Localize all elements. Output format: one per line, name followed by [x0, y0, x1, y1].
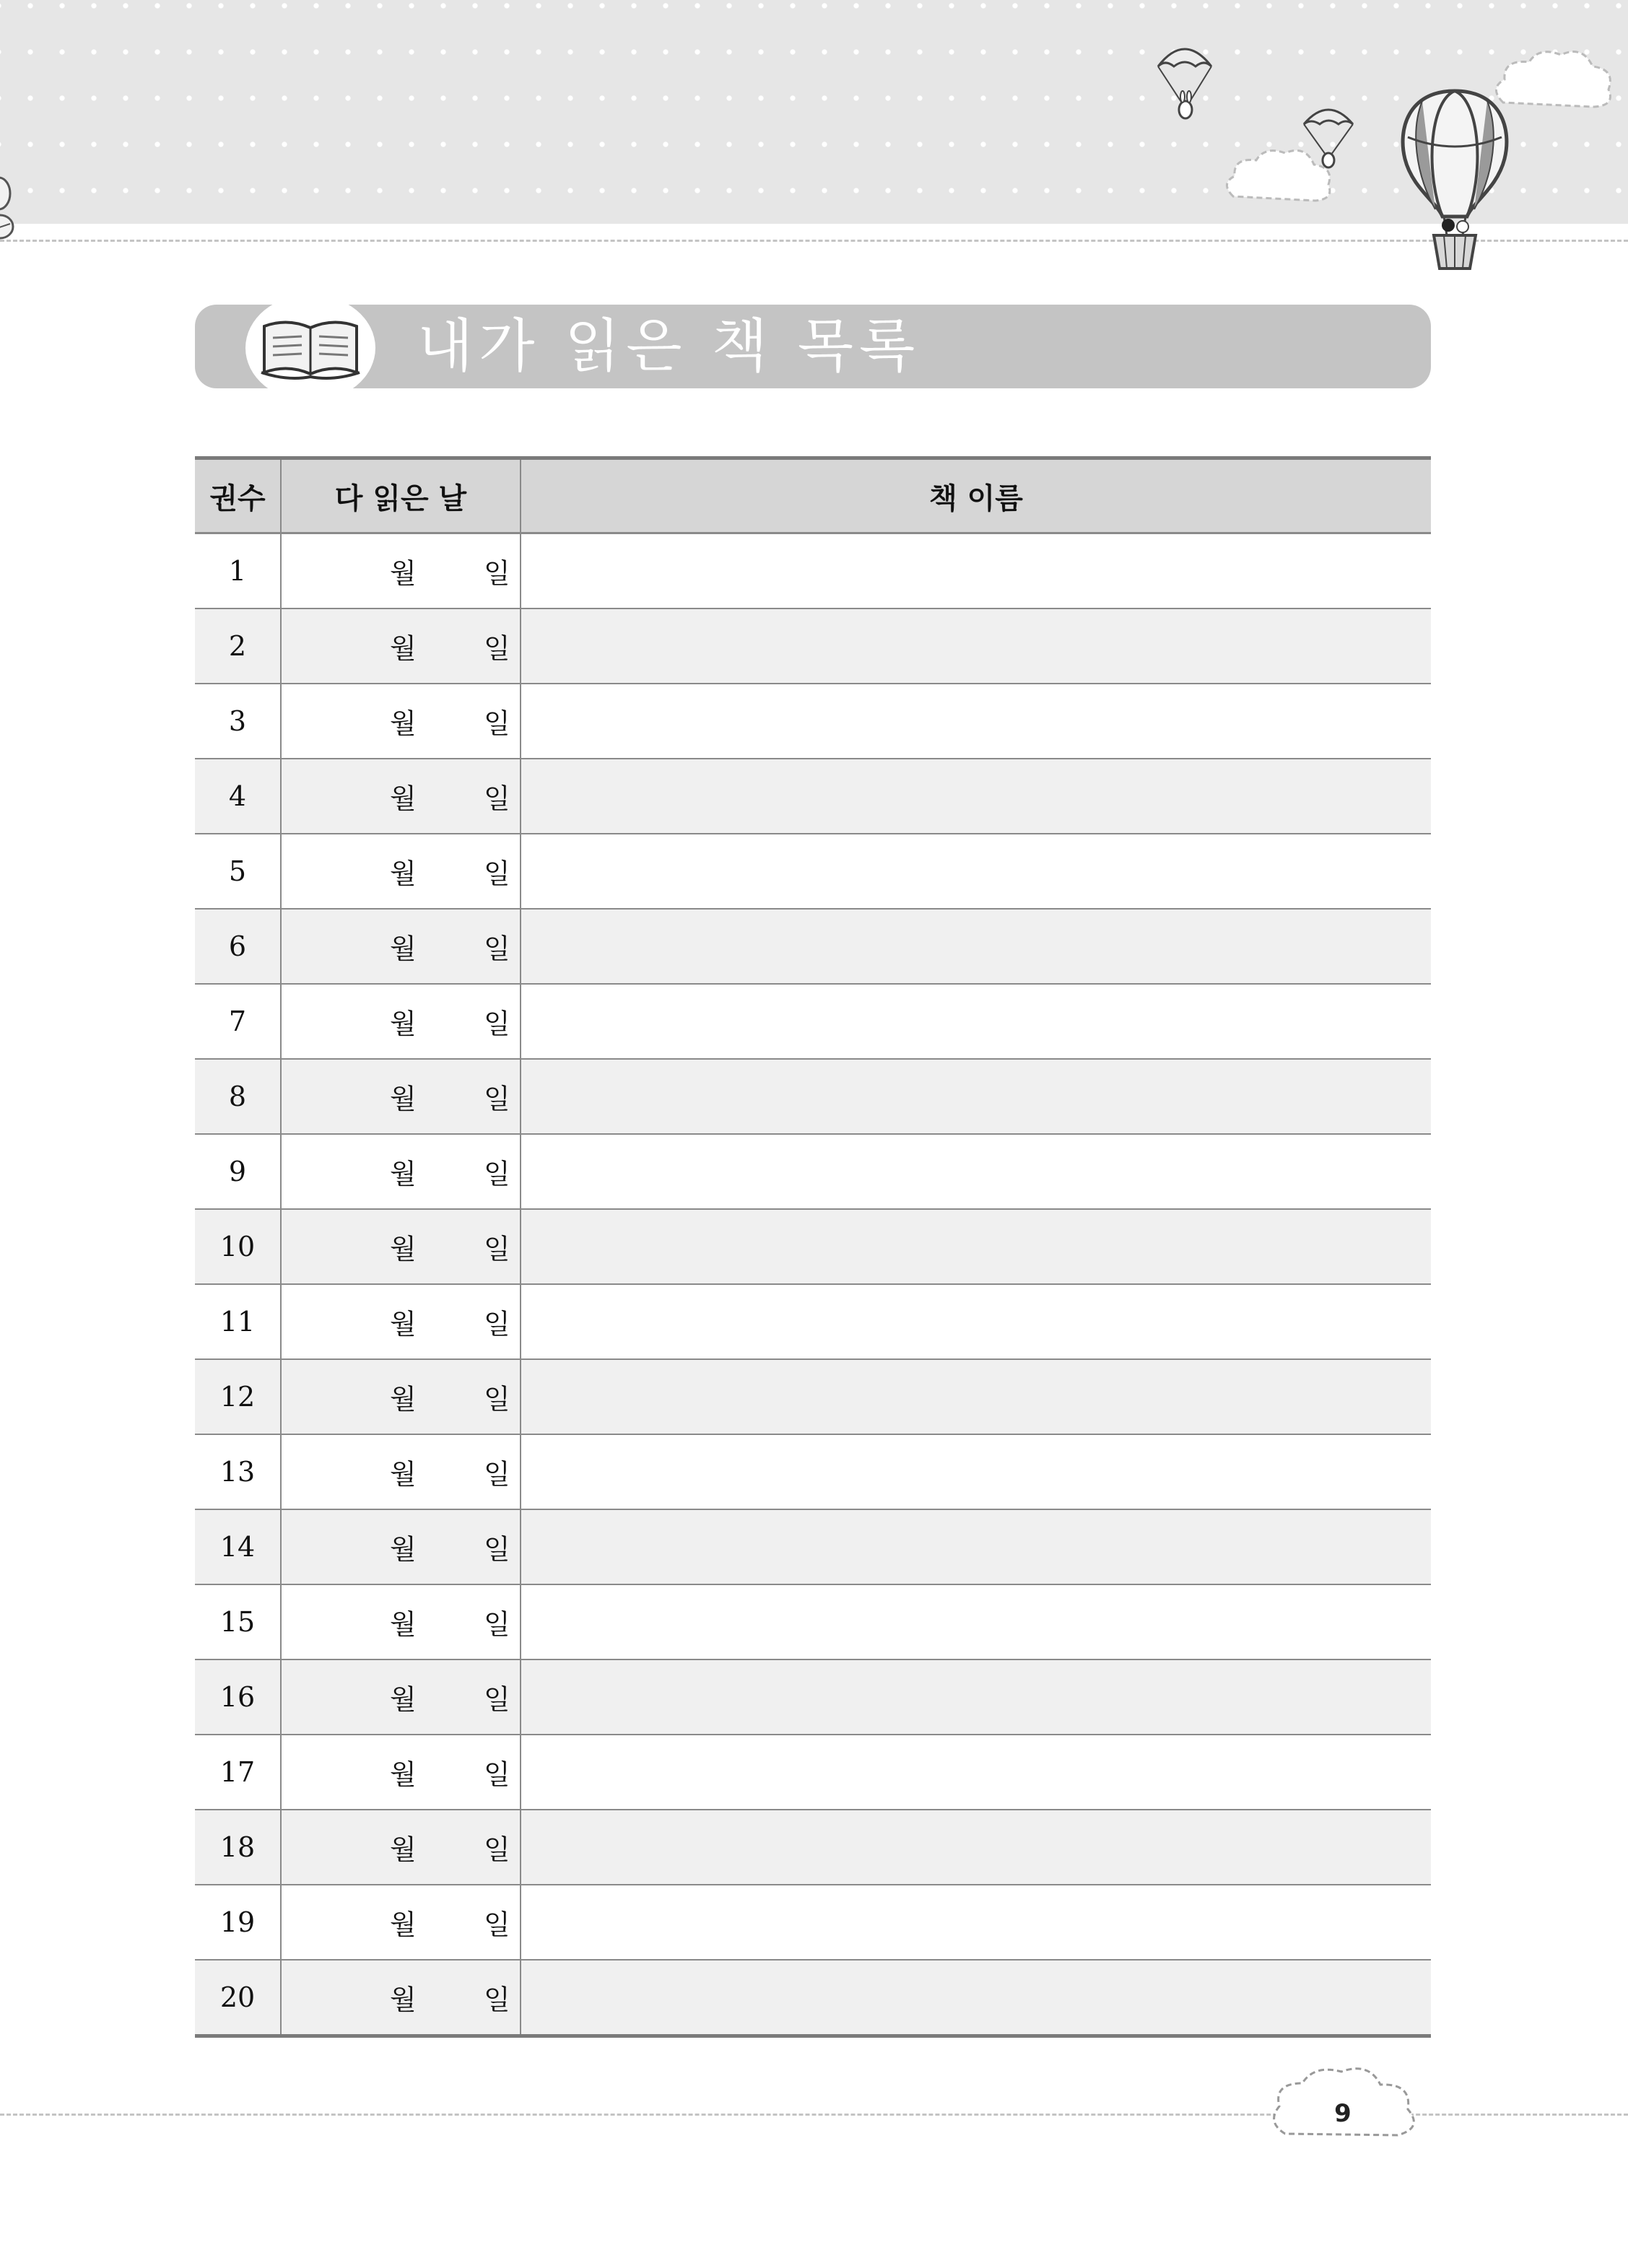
book-title-cell[interactable]	[521, 1584, 1431, 1659]
day-label: 일	[484, 858, 510, 890]
month-label: 월	[390, 557, 417, 590]
row-number: 4	[195, 759, 281, 834]
day-label: 일	[484, 1308, 510, 1340]
open-book-icon	[258, 312, 362, 384]
cloud-icon	[1220, 144, 1336, 209]
month-label: 월	[390, 1758, 417, 1791]
day-label: 일	[484, 1608, 510, 1641]
table-row	[195, 1659, 1431, 1735]
row-number: 13	[195, 1434, 281, 1509]
book-title-cell[interactable]	[521, 1434, 1431, 1509]
table-row	[195, 834, 1431, 909]
month-label: 월	[390, 632, 417, 665]
finish-date-cell[interactable]	[281, 1209, 521, 1284]
month-label: 월	[390, 858, 417, 890]
book-title-cell[interactable]	[521, 984, 1431, 1059]
day-label: 일	[484, 1233, 510, 1265]
finish-date-cell[interactable]	[281, 1735, 521, 1810]
finish-date-cell[interactable]	[281, 533, 521, 609]
finish-date-cell[interactable]	[281, 1284, 521, 1359]
finish-date-cell[interactable]	[281, 1509, 521, 1584]
finish-date-cell[interactable]	[281, 759, 521, 834]
table-row	[195, 1960, 1431, 2036]
finish-date-cell[interactable]	[281, 1885, 521, 1960]
month-label: 월	[390, 933, 417, 965]
finish-date-cell[interactable]	[281, 1134, 521, 1209]
day-label: 일	[484, 1533, 510, 1566]
book-title-cell[interactable]	[521, 1134, 1431, 1209]
month-label: 월	[390, 1833, 417, 1866]
book-title-cell[interactable]	[521, 1509, 1431, 1584]
top-divider	[0, 240, 1628, 242]
row-number: 10	[195, 1209, 281, 1284]
table-row	[195, 1209, 1431, 1284]
row-number: 16	[195, 1659, 281, 1735]
row-number: 6	[195, 909, 281, 984]
row-number: 20	[195, 1960, 281, 2036]
header-book: 책 이름	[521, 458, 1431, 533]
book-title-cell[interactable]	[521, 1284, 1431, 1359]
row-number: 15	[195, 1584, 281, 1659]
table-row	[195, 1509, 1431, 1584]
finish-date-cell[interactable]	[281, 1584, 521, 1659]
row-number: 9	[195, 1134, 281, 1209]
book-title-cell[interactable]	[521, 684, 1431, 759]
table-row	[195, 1810, 1431, 1885]
row-number: 18	[195, 1810, 281, 1885]
book-title-cell[interactable]	[521, 1059, 1431, 1134]
month-label: 월	[390, 1608, 417, 1641]
row-number: 5	[195, 834, 281, 909]
finish-date-cell[interactable]	[281, 984, 521, 1059]
table-row	[195, 1359, 1431, 1434]
month-label: 월	[390, 1308, 417, 1340]
book-title-cell[interactable]	[521, 533, 1431, 609]
day-label: 일	[484, 557, 510, 590]
month-label: 월	[390, 1233, 417, 1265]
month-label: 월	[390, 1984, 417, 2016]
finish-date-cell[interactable]	[281, 1059, 521, 1134]
header-count: 권수	[195, 458, 281, 533]
page-number: 9	[1334, 2099, 1351, 2128]
table-row	[195, 684, 1431, 759]
header-band	[0, 0, 1628, 224]
table-body	[195, 533, 1431, 2036]
finish-date-cell[interactable]	[281, 834, 521, 909]
month-label: 월	[390, 1683, 417, 1716]
table-row	[195, 1735, 1431, 1810]
day-label: 일	[484, 1984, 510, 2016]
book-title-cell[interactable]	[521, 1359, 1431, 1434]
day-label: 일	[484, 707, 510, 740]
row-number: 7	[195, 984, 281, 1059]
row-number: 19	[195, 1885, 281, 1960]
finish-date-cell[interactable]	[281, 1659, 521, 1735]
table-row	[195, 1885, 1431, 1960]
hot-air-balloon-icon	[1393, 87, 1516, 274]
header-date: 다 읽은 날	[281, 458, 521, 533]
month-label: 월	[390, 1458, 417, 1491]
day-label: 일	[484, 1458, 510, 1491]
month-label: 월	[390, 707, 417, 740]
book-title-cell[interactable]	[521, 759, 1431, 834]
row-number: 11	[195, 1284, 281, 1359]
row-number: 8	[195, 1059, 281, 1134]
day-label: 일	[484, 1833, 510, 1866]
day-label: 일	[484, 782, 510, 815]
table-row	[195, 1059, 1431, 1134]
table-row	[195, 759, 1431, 834]
finish-date-cell[interactable]	[281, 909, 521, 984]
finish-date-cell[interactable]	[281, 1359, 521, 1434]
parachute-bunny-icon	[1152, 38, 1217, 124]
book-title-cell[interactable]	[521, 834, 1431, 909]
table-header-row	[195, 458, 1431, 533]
row-number: 3	[195, 684, 281, 759]
month-label: 월	[390, 1383, 417, 1416]
leaf-icon	[0, 172, 22, 244]
book-title-cell[interactable]	[521, 1735, 1431, 1810]
finish-date-cell[interactable]	[281, 1960, 521, 2036]
table-row	[195, 609, 1431, 684]
day-label: 일	[484, 1758, 510, 1791]
book-title-cell[interactable]	[521, 1885, 1431, 1960]
finish-date-cell[interactable]	[281, 1810, 521, 1885]
table-row	[195, 533, 1431, 609]
finish-date-cell[interactable]	[281, 609, 521, 684]
day-label: 일	[484, 933, 510, 965]
day-label: 일	[484, 1008, 510, 1040]
month-label: 월	[390, 782, 417, 815]
page-title: 내가 읽은 책 목록	[417, 313, 921, 380]
day-label: 일	[484, 1683, 510, 1716]
row-number: 14	[195, 1509, 281, 1584]
month-label: 월	[390, 1909, 417, 1941]
month-label: 월	[390, 1083, 417, 1115]
finish-date-cell[interactable]	[281, 684, 521, 759]
table-row	[195, 909, 1431, 984]
row-number: 12	[195, 1359, 281, 1434]
month-label: 월	[390, 1158, 417, 1190]
book-title-cell[interactable]	[521, 1810, 1431, 1885]
table-row	[195, 984, 1431, 1059]
finish-date-cell[interactable]	[281, 1434, 521, 1509]
table-row	[195, 1434, 1431, 1509]
day-label: 일	[484, 1158, 510, 1190]
month-label: 월	[390, 1533, 417, 1566]
book-title-cell[interactable]	[521, 609, 1431, 684]
table-row	[195, 1134, 1431, 1209]
day-label: 일	[484, 632, 510, 665]
book-title-cell[interactable]	[521, 909, 1431, 984]
day-label: 일	[484, 1083, 510, 1115]
table-row	[195, 1584, 1431, 1659]
book-title-cell[interactable]	[521, 1209, 1431, 1284]
month-label: 월	[390, 1008, 417, 1040]
day-label: 일	[484, 1383, 510, 1416]
book-title-cell[interactable]	[521, 1960, 1431, 2036]
day-label: 일	[484, 1909, 510, 1941]
table-row	[195, 1284, 1431, 1359]
reading-list-table	[195, 456, 1431, 2038]
row-number: 17	[195, 1735, 281, 1810]
book-title-cell[interactable]	[521, 1659, 1431, 1735]
row-number: 2	[195, 609, 281, 684]
row-number: 1	[195, 533, 281, 609]
